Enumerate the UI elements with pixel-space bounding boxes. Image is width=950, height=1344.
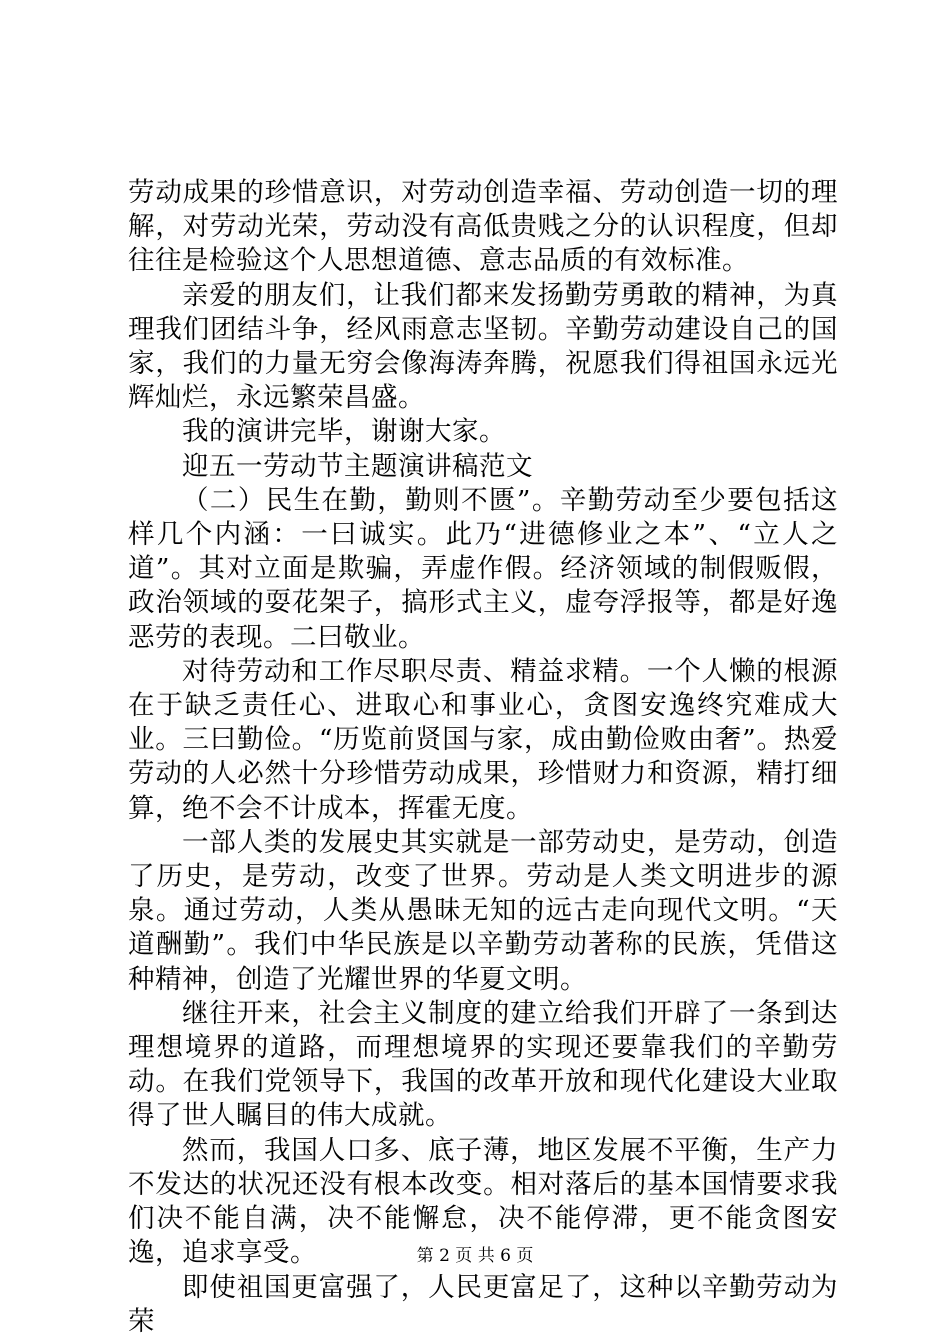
section-heading: 迎五一劳动节主题演讲稿范文 <box>182 450 533 482</box>
paragraph-7: 一部人类的发展史其实就是一部劳动史，是劳动，创造了历史，是劳动，改变了世界。劳动是人类文明进步的源泉。通过劳动，人类从愚昧无知的远古走向现代文明。“天道酬勤”。我们中华民族是以辛勤劳动著称的民族，凭借这种精神，创造了光耀世界的华夏文明。 <box>128 826 838 995</box>
paragraph-9: 然而，我国人口多、底子薄，地区发展不平衡，生产力不发达的状况还没有根本改变。相对落后的基本国情要求我们决不能自满，决不能懈怠，决不能停滞，更不能贪图安逸，追求享受。 <box>128 1134 838 1269</box>
paragraph-1: 劳动成果的珍惜意识，对劳动创造幸福、劳动创造一切的理解，对劳动光荣，劳动没有高低贵贱之分的认识程度，但却往往是检验这个人思想道德、意志品质的有效标准。 <box>128 177 838 277</box>
paragraph-5: （二）民生在勤，勤则不匮”。辛勤劳动至少要包括这样几个内涵：一曰诚实。此乃“进德修业之本”、“立人之道”。其对立面是欺骗，弄虚作假。经济领域的制假贩假，政治领域的耍花架子，搞形式主义，虚夸浮报等，都是好逸恶劳的表现。二曰敬业。 <box>128 484 838 653</box>
document-body <box>128 176 838 1339</box>
paragraph-3: 我的演讲完毕，谢谢大家。 <box>182 416 506 448</box>
paragraph-10: 即使祖国更富强了，人民更富足了，这种以辛勤劳动为荣 <box>128 1271 838 1337</box>
paragraph-2: 亲爱的朋友们，让我们都来发扬勤劳勇敢的精神，为真理我们团结斗争，经风雨意志坚韧。辛勤劳动建设自己的国家，我们的力量无穷会像海涛奔腾，祝愿我们得祖国永远光辉灿烂，永远繁荣昌盛。 <box>128 279 838 414</box>
page-number-footer: 第 2 页 共 6 页 <box>416 1246 534 1266</box>
paragraph-6: 对待劳动和工作尽职尽责、精益求精。一个人懒的根源在于缺乏责任心、进取心和事业心，贪图安逸终究难成大业。三曰勤俭。“历览前贤国与家，成由勤俭败由奢”。热爱劳动的人必然十分珍惜劳动成果，珍惜财力和资源，精打细算，绝不会不计成本，挥霍无度。 <box>128 655 838 824</box>
paragraph-8: 继往开来，社会主义制度的建立给我们开辟了一条到达理想境界的道路，而理想境界的实现还要靠我们的辛勤劳动。在我们党领导下，我国的改革开放和现代化建设大业取得了世人瞩目的伟大成就。 <box>128 997 838 1132</box>
